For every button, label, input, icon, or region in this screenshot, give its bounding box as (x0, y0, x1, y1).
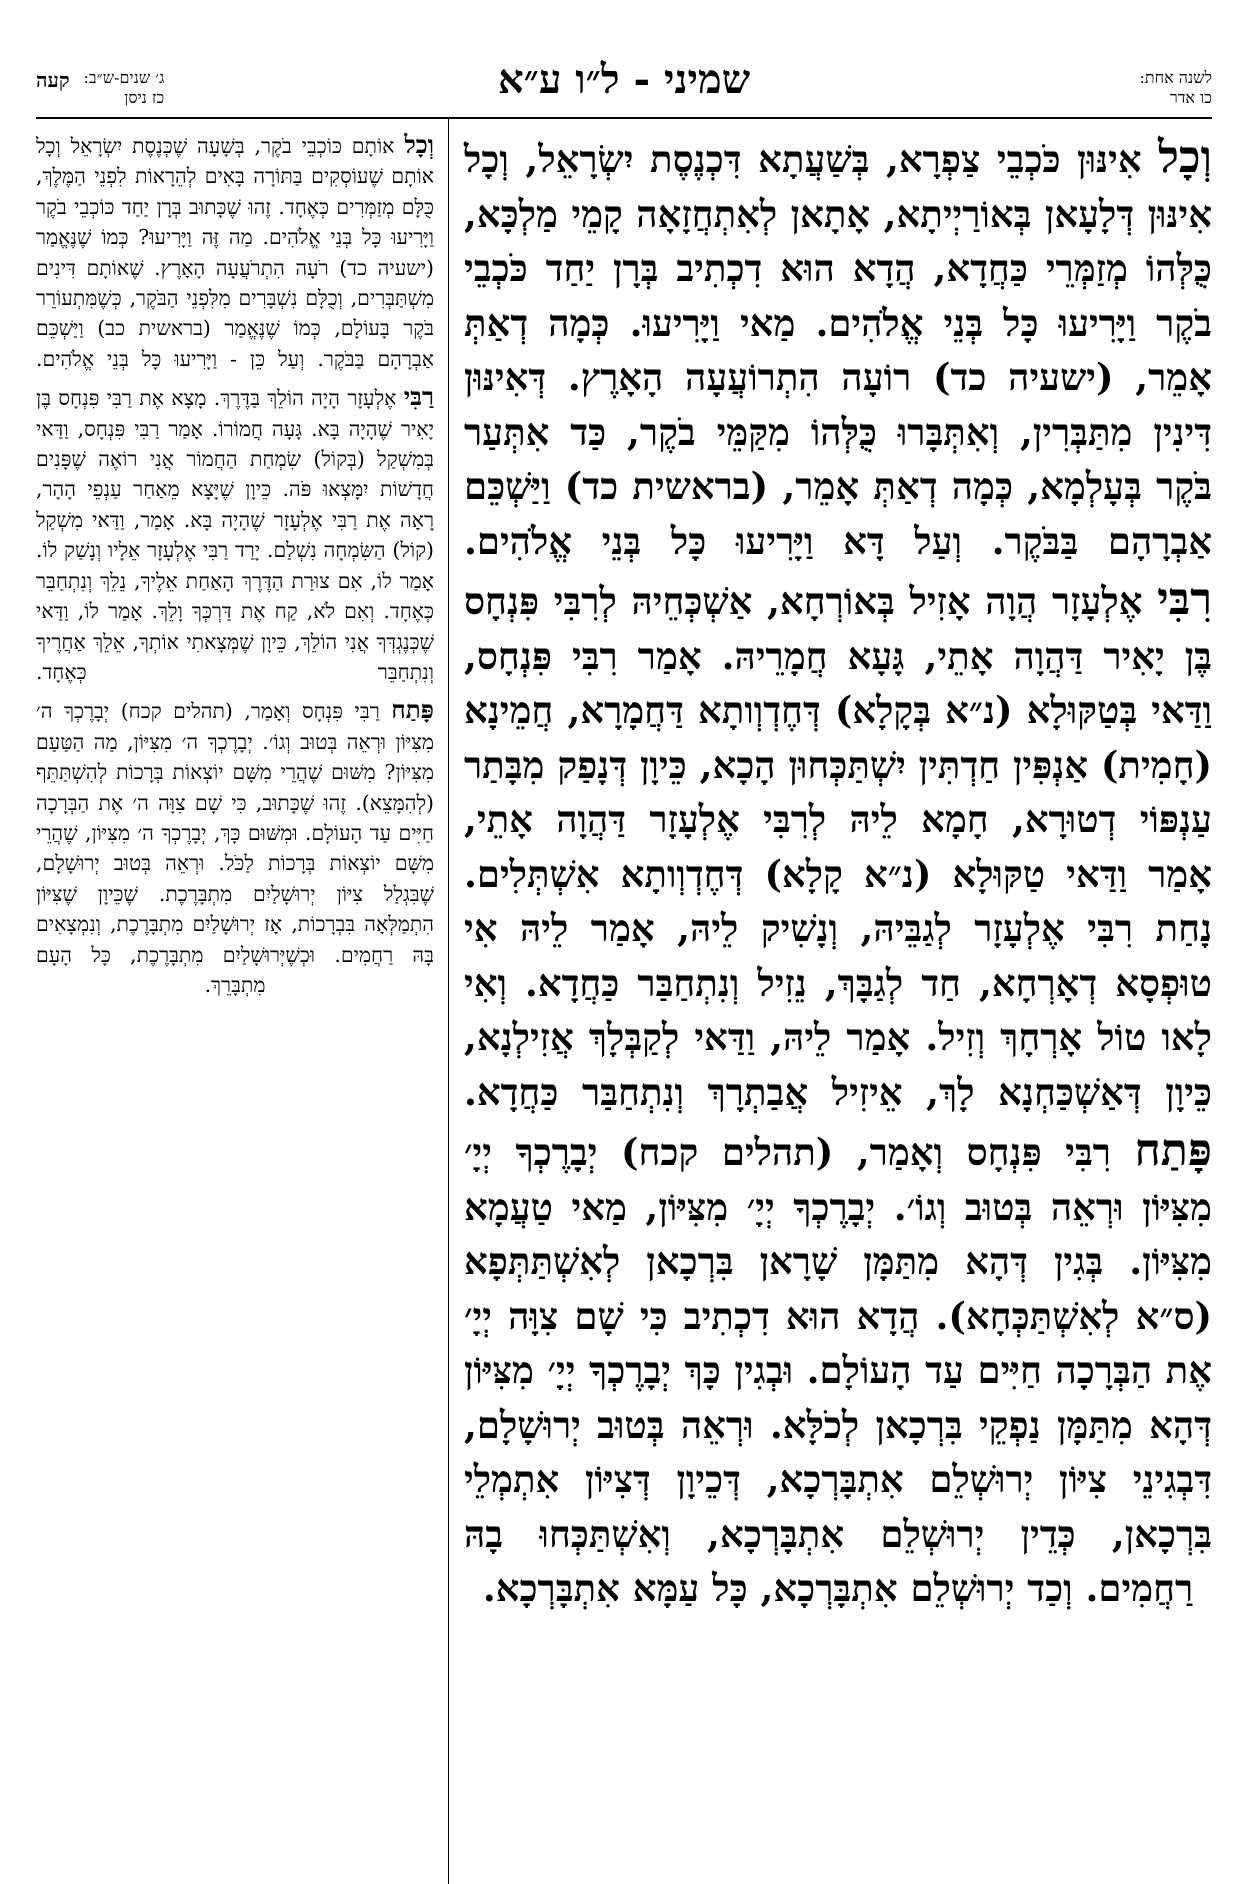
reading-date-one-year: כו אדר (1169, 88, 1212, 107)
paragraph-text: רַבִּי פִּנְחָס וְאָמַר, (תהלים קכח) יְבָרֶכְךָ ה׳ מִצִּיּוֹן וּרְאֵה בְּטוּב וְגוֹ׳. יְבָרֶכְךָ ה׳ מִצִּיּוֹן, מַה הַטַּעַם מִצִּיּוֹן? מִשּׁוּם שֶׁהֲרֵי מִשָּׁם יוֹצְאוֹת בְּרָכוֹת לְהִשְׁתַּתֵּף (לְהִמָּצֵא). זֶהוּ שֶׁכָּתוּב, כִּי שָׁם צִוָּה ה׳ אֶת הַבְּרָכָה חַיִּים עַד הָעוֹלָם. וּמִשּׁוּם כָּךְ, יְבָרֶכְךָ ה׳ מִצִּיּוֹן, שֶׁהֲרֵי מִשָּׁם יוֹצְאוֹת בְּרָכוֹת לַכֹּל. וּרְאֵה בְּטוּב יְרוּשָׁלָם, שֶׁבִּגְלַל צִיּוֹן יְרוּשָׁלַיִם מִתְבָּרֶכֶת. שֶׁכֵּיוָן שֶׁצִּיּוֹן הִתְמַלְּאָה בִּבְרָכוֹת, אָז יְרוּשָׁלַיִם מִתְבָּרֶכֶת, וְנִמְצָאִים בָּהּ רַחֲמִים. וּכְשֶׁיְּרוּשָׁלַיִם מִתְבָּרֶכֶת, כָּל הָעָם מִתְבָּרֵךְ. (36, 699, 434, 997)
column-divider (448, 117, 449, 1884)
main-text-column (464, 130, 1212, 1616)
opening-word: פָּתַח (391, 695, 434, 725)
opening-word: רִבִּי (1157, 573, 1212, 625)
main-paragraph (464, 572, 1212, 1119)
opening-word: וְכָל (1158, 131, 1212, 183)
opening-word: וְכָל (404, 130, 435, 159)
opening-word: רַבִּי (403, 382, 434, 412)
header-left (36, 68, 164, 108)
translation-column (36, 130, 434, 1000)
reading-date-three-years: כז ניסן (124, 88, 165, 107)
header-left-schedule (84, 68, 165, 108)
reading-schedule-three-years: ג׳ שנים-ש״ב: (83, 68, 165, 87)
translation-paragraph (36, 130, 434, 374)
paragraph-text: אֶלְעָזָר הֲוָה אָזִיל בְּאוֹרְחָא, אַשְׁכְּחֵיהּ לְרִבִּי פִּנְחָס בֶּן יָאִיר דַּהֲוָה אָתֵי, גָּעָא חֲמָרֵיהּ. אָמַר רִבִּי פִּנְחָס, וַדַּאי בְּטַקּוּלָא (נ״א בְּקָלָא) דְּחֶדְוְותָא דַּחֲמָרָא, חֲמֵינָא (חָמִית) אַנְפִּין חַדְתִּין יִשְׁתַּכְּחוּן הָכָא, כֵּיוָן דְּנָפַק מִבָּתַר עַנְפּוֹי דְטוּרָא, חָמָא לֵיהּ לְרִבִּי אֶלְעָזָר דַּהֲוָה אָתֵי, אָמַר וַדַּאי טַקּוּלָא (נ״א קָלָא) דְּחֶדְוְותָא אִשְׁתְּלִים. נָחַת רִבִּי אֶלְעָזָר לְגַבֵּיהּ, וְנָשִׁיק לֵיהּ, אָמַר לֵיהּ אִי טוּפְסָא דְאָרְחָא, חַד לְגַבָּךְ, נֵזִיל וְנִתְחַבַּר כַּחֲדָא. וְאִי לָאו טוֹל אָרְחָךְ וְזִיל. אָמַר לֵיהּ, וַדַּאי לְקַבְּלָךְ אֲזִילְנָא, כֵּיוָן דְּאַשְׁכַּחְנָא לָךְ, אֵיזִיל אֲבַתְרָךְ וְנִתְחַבַּר כַּחֲדָא. (463, 579, 1212, 1114)
document-page (36, 0, 1212, 1884)
translation-paragraph (36, 382, 434, 687)
paragraph-text: אִינּוּן כֹּכְבֵי צַפְרָא, בְּשַׁעֲתָא דִּכְנֶסֶת יִשְׂרָאֵל, וְכָל אִינּוּן דְּלָעָאן בְּאוֹרַיְיתָא, אָתָאן לְאִתְחֲזָאָה קָמֵי מַלְכָּא, כֻּלְּהוֹ מְזַמְּרֵי כַּחֲדָא, הֲדָא הוּא דִכְתִיב בְּרָן יַחַד כֹּכְבֵי בֹקֶר וַיָּרִיעוּ כָּל בְּנֵי אֱלֹהִים. מַאי וַיָּרִיעוּ. כְּמָה דְאַתְּ אָמֵר, (ישעיה כד) רוֹעָה הִתְרוֹעֲעָה הָאָרֶץ. דְּאִינּוּן דִּינִין מִתַּבְּרִין, וְאִתְּבָּרוּ כֻּלְּהוֹ מִקַּמֵּי בֹקֶר, כַּד אִתְּעַר בֹּקֶר בְּעָלְמָא, כְּמָה דְאַתְּ אָמֵר, (בראשית כד) וַיַּשְׁכֵּם אַבְרָהָם בַּבֹּקֶר. וְעַל דָּא וַיָּרִיעוּ כָּל בְּנֵי אֱלֹהִים. (464, 137, 1212, 563)
main-paragraph (464, 130, 1212, 568)
page-title: שמיני - ל״ו ע״א (497, 56, 751, 103)
paragraph-text: אֶלְעָזָר הָיָה הוֹלֵךְ בַּדֶּרֶךְ. מָצָא אֶת רַבִּי פִּנְחָס בֶּן יָאִיר שֶׁהָיָה בָּא. גָּעָה חֲמוֹרוֹ. אָמַר רַבִּי פִּנְחָס, וַדַּאי בְּמִשְׁקַל (בְּקוֹל) שִׂמְחַת הַחֲמוֹר אֲנִי רוֹאֶה שֶׁפָּנִים חֲדָשׁוֹת יִמָּצְאוּ פֹּה. כֵּיוָן שֶׁיָּצָא מֵאַחַר עַנְפֵי הָהָר, רָאָה אֶת רַבִּי אֶלְעָזָר שֶׁהָיָה בָּא. אָמַר, וַדַּאי מִשְׁקַל (קוֹל) הַשִּׂמְחָה נִשְׁלַם. יָרַד רַבִּי אֶלְעָזָר אֵלָיו וְנָשַׁק לוֹ. אָמַר לוֹ, אִם צוּרַת הַדֶּרֶךְ הָאַחַת אֵלֶיךָ, נֵלֵךְ וְנִתְחַבֵּר כְּאֶחָד. וְאִם לֹא, קַח אֶת דַּרְכְּךָ וָלֵךְ. אָמַר לוֹ, וַדַּאי שֶׁכְּנֶגְדְּךָ אֲנִי הוֹלֵךְ, כֵּיוָן שֶׁמְּצָאתִי אוֹתְךָ, אֵלֵךְ אַחֲרֶיךָ וְנִתְחַבֵּר כְּאֶחָד. (36, 386, 434, 684)
main-paragraph (464, 1123, 1212, 1616)
paragraph-text: אוֹתָם כּוֹכְבֵי בֹקֶר, בְּשָׁעָה שֶׁכְּנֶסֶת יִשְׂרָאֵל וְכָל אוֹתָם שֶׁעוֹסְקִים בַּתּוֹרָה בָּאִים לְהֵרָאוֹת לִפְנֵי הַמֶּלֶךְ, כֻּלָּם מְזַמְּרִים כְּאֶחָד. זֶהוּ שֶׁכָּתוּב בְּרָן יַחַד כּוֹכְבֵי בֹקֶר וַיָּרִיעוּ כָּל בְּנֵי אֱלֹהִים. מַה זֶּה וַיָּרִיעוּ? כְּמוֹ שֶׁנֶּאֱמַר (ישעיה כד) רֹעָה הִתְרֹעֲעָה הָאָרֶץ. שֶׁאוֹתָם דִּינִים מִשְׁתַּבְּרִים, וְכֻלָּם נִשְׁבָּרִים מִלִּפְנֵי הַבֹּקֶר, כְּשֶׁמִּתְעוֹרֵר בֹּקֶר בָּעוֹלָם, כְּמוֹ שֶׁנֶּאֱמַר (בראשית כב) וַיַּשְׁכֵּם אַבְרָהָם בַּבֹּקֶר. וְעַל כֵּן - וַיָּרִיעוּ כָּל בְּנֵי אֱלֹהִים. (36, 134, 434, 371)
translation-paragraph (36, 695, 434, 1000)
paragraph-text: רִבִּי פִּנְחָס וְאָמַר, (תהלים קכח) יְבָרֶכְךָ יְיָ׳ מִצִּיּוֹן וּרְאֵה בְּטוּב וְגוֹ׳. יְבָרֶכְךָ יְיָ׳ מִצִּיּוֹן, מַאי טַעֲמָא מִצִּיּוֹן. בְּגִין דְּהָא מִתַּמָּן שָׁרָאן בִּרְכָאן לְאִשְׁתַּתְּפָא (ס״א לְאִשְׁתַּכְּחָא). הֲדָא הוּא דִכְתִיב כִּי שָׁם צִוָּה יְיָ׳ אֶת הַבְּרָכָה חַיִּים עַד הָעוֹלָם. וּבְגִין כָּךְ יְבָרֶכְךָ יְיָ׳ מִצִּיּוֹן דְּהָא מִתַּמָּן נַפְקֵי בִּרְכָאן לְכֹלָּא. וּרְאֵה בְּטוּב יְרוּשָׁלָם, דִּבְגִינֵי צִיּוֹן יְרוּשְׁלֵם אִתְבָּרְכָא, דְּכֵיוָן דְּצִיּוֹן אִתְמְלֵי בִּרְכָאן, כְּדֵין יְרוּשְׁלֵם אִתְבָּרְכָא, וְאִשְׁתַּכְּחוּ בָהּ רַחֲמִים. וְכַד יְרוּשְׁלֵם אִתְבָּרְכָא, כָּל עַמָּא אִתְבָּרְכָא. (464, 1130, 1212, 1610)
page-number: קעה (36, 68, 70, 92)
reading-schedule-one-year: לשנה אחת: (1139, 68, 1212, 87)
page-header (36, 58, 1212, 116)
opening-word: פָּתַח (1134, 1124, 1212, 1176)
header-rule (36, 117, 1212, 119)
